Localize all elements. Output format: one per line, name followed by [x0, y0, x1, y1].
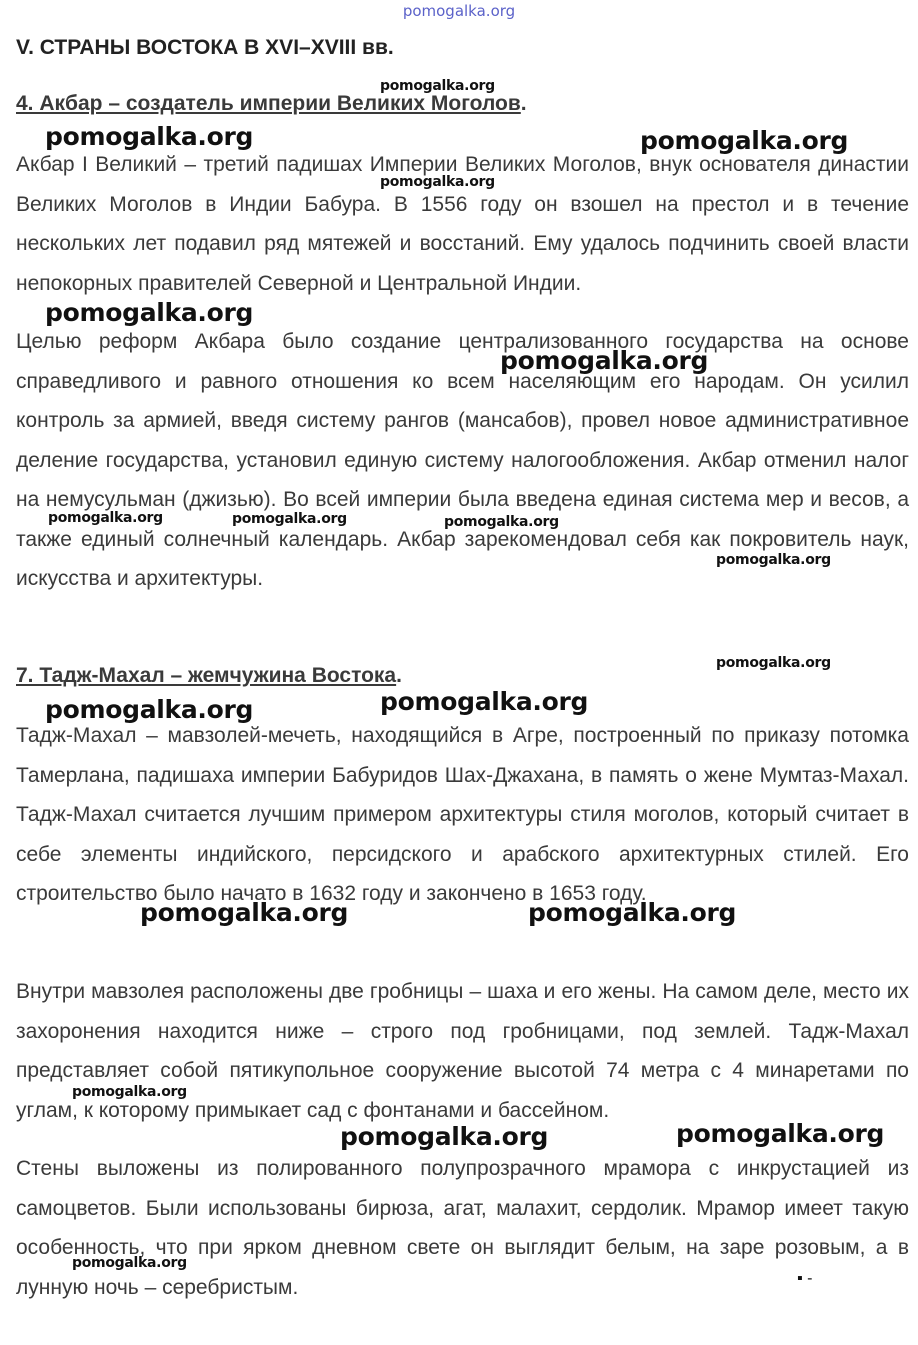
paragraph-taj-2: Внутри мавзолея расположены две гробницы – шаха и его жены. На самом деле, место их захоронения находится ниже – строго под гробницами, под землей. Тадж-Махал представляет собой пятикупольное сооружение высотой 74 метра с 4 минаретами по углам, к которому примыкает сад с фонтанами и бассейном. [16, 980, 909, 1122]
watermark: pomogalka.org [676, 1119, 885, 1148]
watermark: pomogalka.org [72, 1255, 187, 1271]
watermark: pomogalka.org [500, 346, 709, 375]
paragraph-akbar-2: Целью реформ Акбара было создание централизованного государства на основе справедливого и равного отношения ко всем населяющим его народам. Он усилил контроль за армией, введя систему рангов (мансабов), провел новое административное деление государства, установил единую систему налогообложения. Акбар отменил налог на немусульман (джизью). Во всей империи была введена единая система мер и весов, а также единый солнечный календарь. Акбар зарекомендовал себя как покровитель наук, искусства и архитектуры. [16, 330, 909, 590]
paragraph-akbar-1: Акбар I Великий – третий падишах Империи Великих Моголов, внук основателя династии Великих Моголов в Индии Бабура. В 1556 году он взошел на престол и в течение нескольких лет подавил ряд мятежей и восстаний. Ему удалось подчинить своей власти непокорных правителей Северной и Центральной Индии. [16, 153, 909, 295]
watermark: pomogalka.org [716, 552, 831, 568]
watermark: pomogalka.org [140, 898, 349, 927]
watermark: pomogalka.org [380, 687, 589, 716]
chapter-title: V. СТРАНЫ ВОСТОКА В XVI–XVIII вв. [16, 36, 394, 59]
section-heading-akbar [16, 92, 527, 116]
footer-marks: ▪ - [797, 1270, 813, 1287]
watermark: pomogalka.org [45, 298, 254, 327]
watermark: pomogalka.org [232, 511, 347, 527]
site-header-link[interactable]: pomogalka.org [402, 2, 516, 20]
watermark: pomogalka.org [45, 122, 254, 151]
watermark: pomogalka.org [45, 695, 254, 724]
section-heading-akbar-text: 4. Акбар – создатель империи Великих Моголов [16, 92, 521, 115]
watermark: pomogalka.org [340, 1122, 549, 1151]
section-heading-taj-mahal [16, 664, 402, 688]
paragraph-taj-3: Стены выложены из полированного полупрозрачного мрамора с инкрустацией из самоцветов. Были использованы бирюза, агат, малахит, сердолик. Мрамор имеет такую особенность, что при ярком дневном свете он выглядит белым, на заре розовым, а в лунную ночь – серебристым. [16, 1157, 909, 1299]
section-heading-akbar-period: . [520, 92, 527, 115]
watermark: pomogalka.org [640, 126, 849, 155]
watermark: pomogalka.org [716, 655, 831, 671]
watermark: pomogalka.org [72, 1084, 187, 1100]
watermark: pomogalka.org [380, 78, 495, 94]
watermark: pomogalka.org [528, 898, 737, 927]
watermark: pomogalka.org [48, 510, 163, 526]
watermark: pomogalka.org [380, 174, 495, 190]
paragraph-taj-1: Тадж-Махал – мавзолей-мечеть, находящийся в Агре, построенный по приказу потомка Тамерлана, падишаха империи Бабуридов Шах-Джахана, в память о жене Мумтаз-Махал. Тадж-Махал считается лучшим примером архитектуры стиля моголов, который считает в себе элементы индийского, персидского и арабского архитектурных стилей. Его строительство было начато в 1632 году и закончено в 1653 году. [16, 724, 909, 905]
section-heading-taj-mahal-text: 7. Тадж-Махал – жемчужина Востока [16, 664, 397, 687]
section-heading-taj-mahal-period: . [396, 664, 402, 687]
watermark: pomogalka.org [444, 514, 559, 530]
